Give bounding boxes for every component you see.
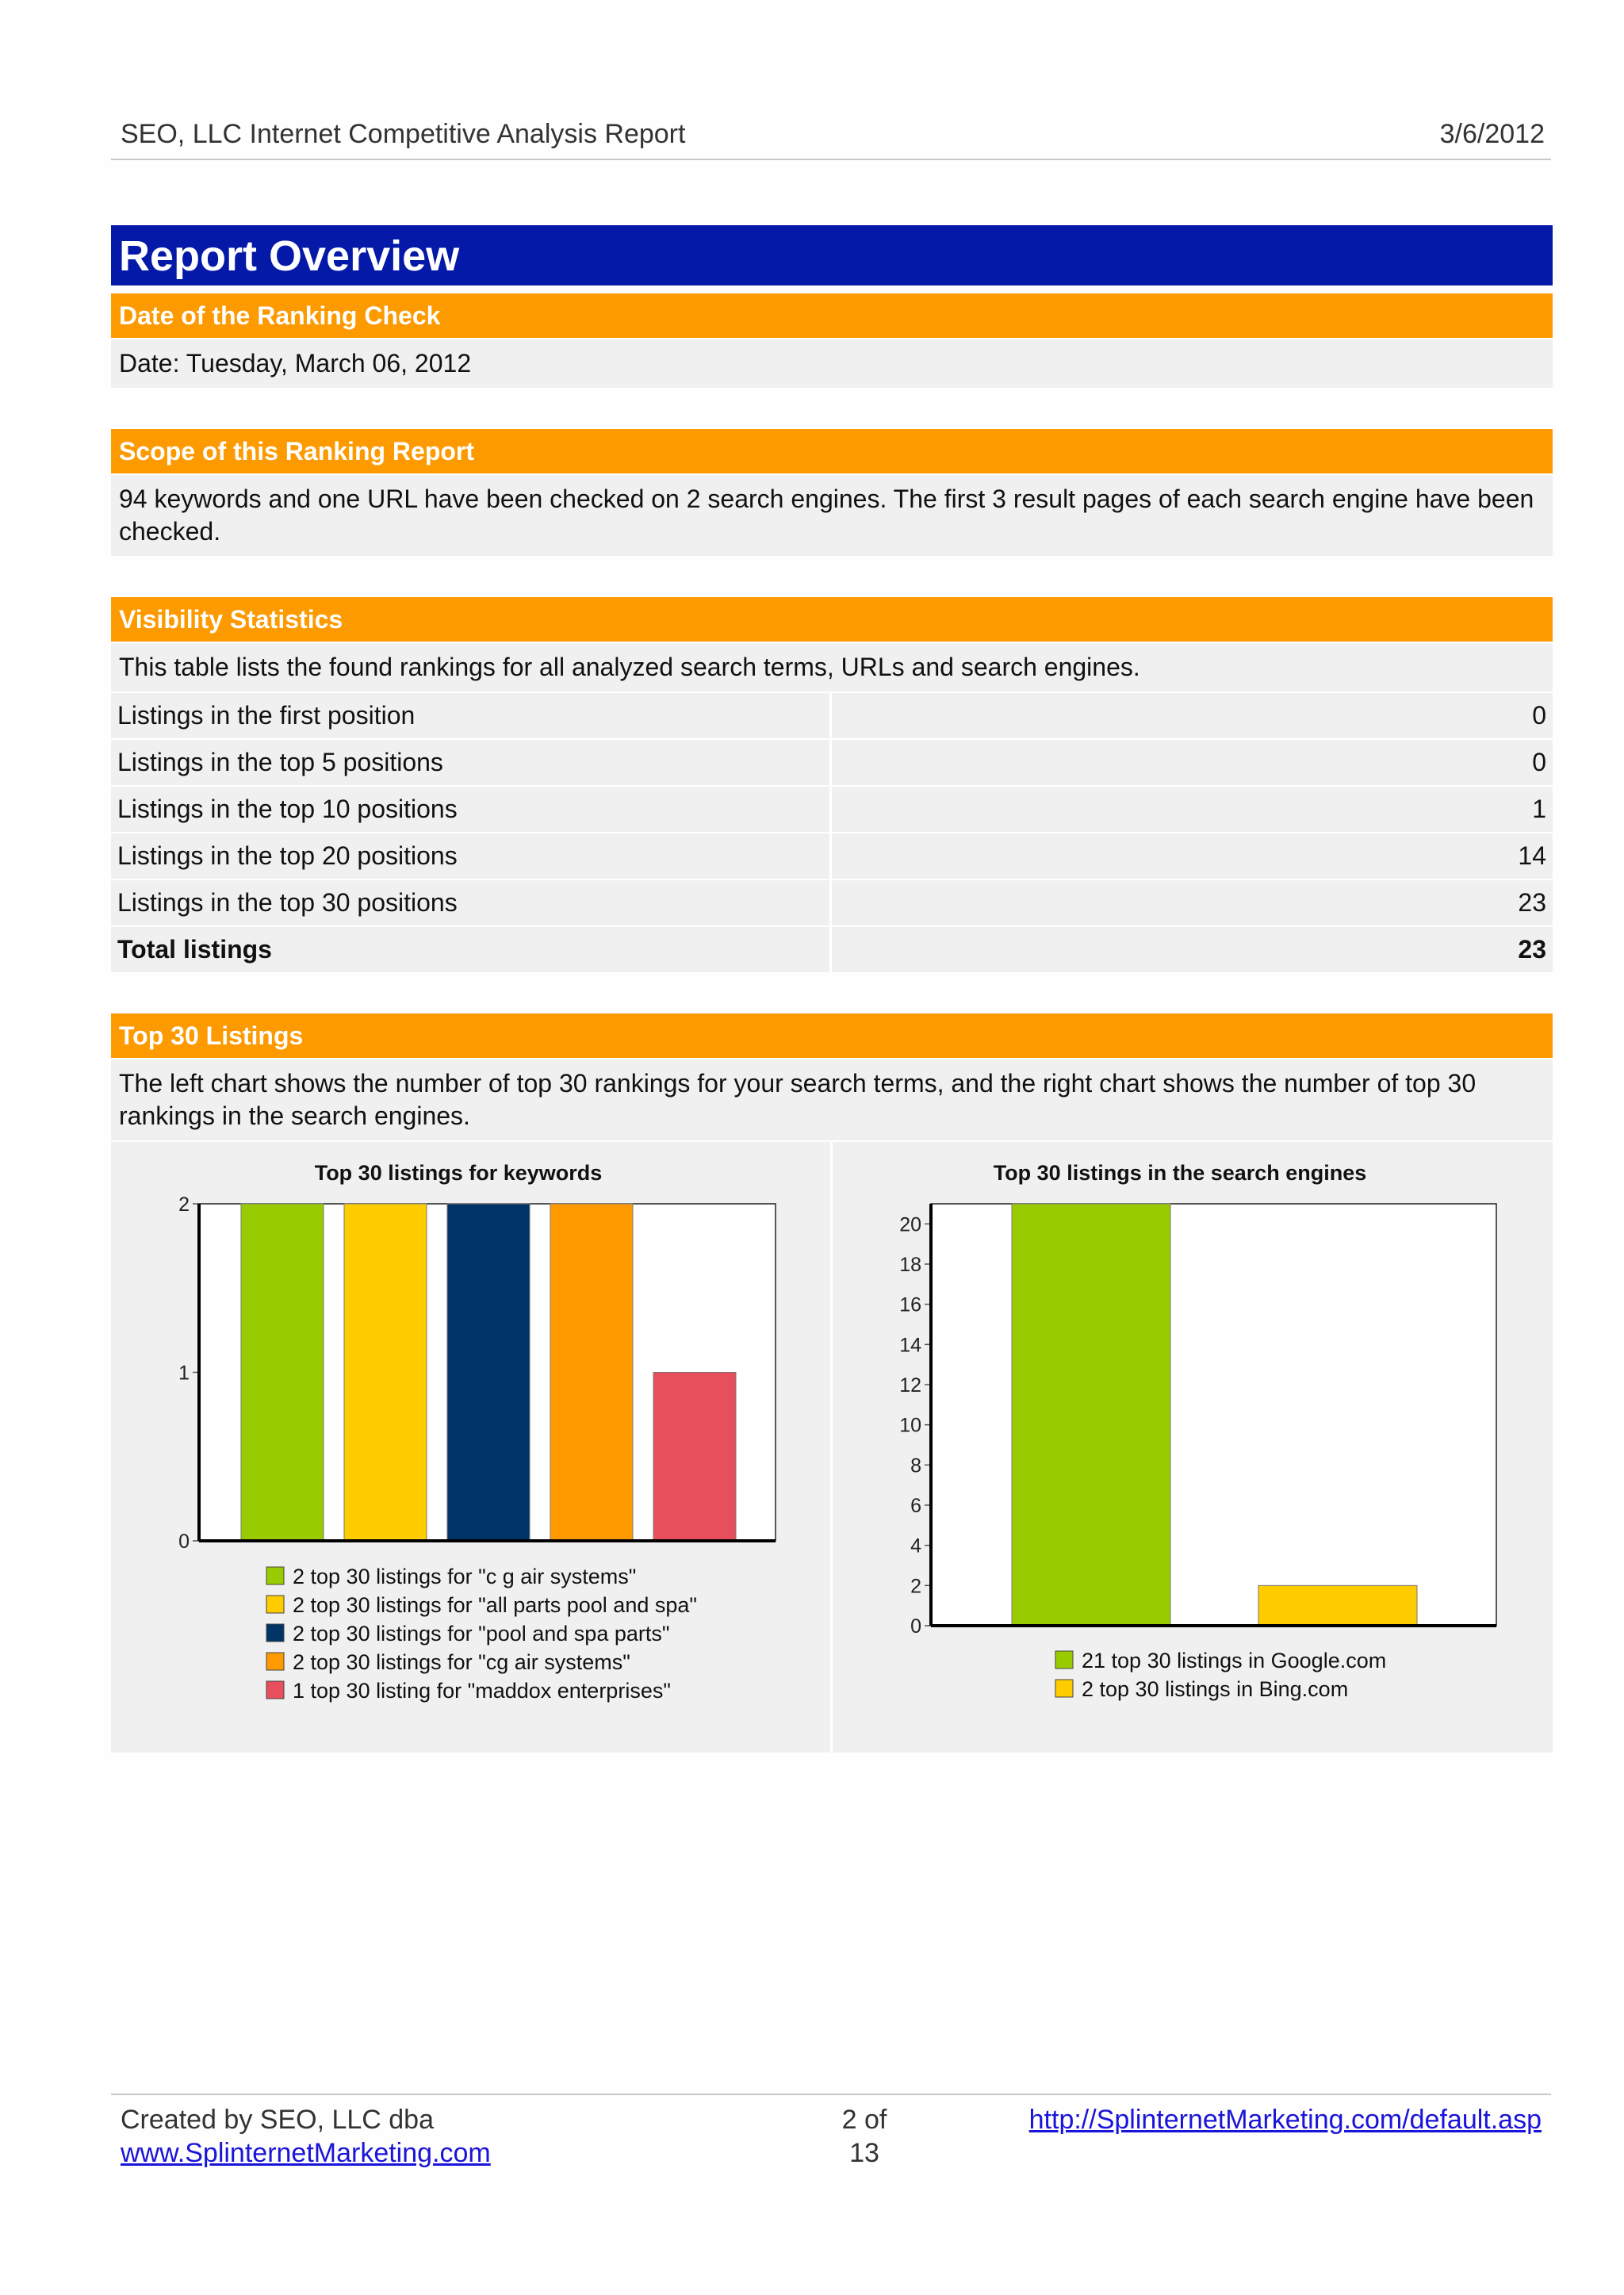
legend-swatch <box>1055 1680 1073 1697</box>
legend-label: 21 top 30 listings in Google.com <box>1082 1649 1387 1672</box>
row-value: 0 <box>832 692 1553 738</box>
scope-text: 94 keywords and one URL have been checked on 2 search engines. The first 3 result pages of each search engine have been checked. <box>111 475 1553 556</box>
page-total: 13 <box>849 2138 879 2168</box>
bar <box>653 1373 736 1542</box>
engines-bar-chart <box>833 1142 1553 1753</box>
y-tick-label: 2 <box>178 1193 190 1216</box>
visibility-heading: Visibility Statistics <box>111 597 1553 642</box>
y-tick-label: 8 <box>910 1454 921 1477</box>
table-row <box>111 785 1553 832</box>
footer-credit <box>121 2103 491 2170</box>
row-label: Listings in the top 10 positions <box>111 785 832 832</box>
legend-label: 2 top 30 listings for "pool and spa parts" <box>293 1622 670 1646</box>
bar <box>550 1204 633 1541</box>
legend-label: 2 top 30 listings for "cg air systems" <box>293 1650 630 1674</box>
row-value: 0 <box>832 738 1553 785</box>
legend-swatch <box>266 1567 284 1584</box>
legend-label: 2 top 30 listings in Bing.com <box>1082 1677 1349 1701</box>
row-value: 14 <box>832 832 1553 879</box>
visibility-table <box>111 692 1553 972</box>
top30-intro: The left chart shows the number of top 30 rankings for your search terms, and the right chart shows the number of top 30 rankings in the search engines. <box>111 1059 1553 1140</box>
legend-swatch <box>266 1624 284 1642</box>
y-tick-label: 10 <box>899 1414 921 1437</box>
bar <box>447 1204 530 1541</box>
bar <box>1012 1204 1170 1626</box>
legend-swatch <box>266 1596 284 1613</box>
overview-banner: Report Overview <box>111 225 1553 285</box>
footer-created-by: Created by SEO, LLC dba <box>121 2105 435 2135</box>
scope-heading: Scope of this Ranking Report <box>111 429 1553 473</box>
y-tick-label: 2 <box>910 1575 921 1598</box>
legend-swatch <box>266 1681 284 1699</box>
table-row <box>111 738 1553 785</box>
row-value: 23 <box>832 925 1553 972</box>
chart-title: Top 30 listings for keywords <box>314 1161 603 1185</box>
date-check-heading: Date of the Ranking Check <box>111 293 1553 338</box>
engines-chart-panel <box>833 1142 1553 1753</box>
legend-label: 1 top 30 listing for "maddox enterprises" <box>293 1679 671 1703</box>
page-footer <box>111 2094 1551 2168</box>
table-row <box>111 832 1553 879</box>
row-label: Listings in the top 20 positions <box>111 832 832 879</box>
row-label: Listings in the top 5 positions <box>111 738 832 785</box>
top30-heading: Top 30 Listings <box>111 1013 1553 1058</box>
y-tick-label: 4 <box>910 1534 921 1557</box>
legend-swatch <box>1055 1651 1073 1669</box>
total-row <box>111 925 1553 972</box>
row-value: 1 <box>832 785 1553 832</box>
y-tick-label: 0 <box>910 1615 921 1638</box>
footer-site-link[interactable]: www.SplinternetMarketing.com <box>121 2138 491 2168</box>
y-tick-label: 12 <box>899 1374 921 1397</box>
row-label: Total listings <box>111 925 832 972</box>
footer-url <box>1029 2103 1542 2136</box>
page-of: 2 of <box>841 2105 887 2135</box>
row-value: 23 <box>832 879 1553 925</box>
row-label: Listings in the first position <box>111 692 832 738</box>
report-date: 3/6/2012 <box>1439 119 1545 149</box>
chart-title: Top 30 listings in the search engines <box>993 1161 1367 1185</box>
date-check-text: Date: Tuesday, March 06, 2012 <box>111 339 1553 388</box>
bar <box>1258 1585 1417 1626</box>
bar <box>241 1204 324 1541</box>
charts-row <box>111 1142 1553 1753</box>
visibility-intro: This table lists the found rankings for all analyzed search terms, URLs and search engines. <box>111 643 1553 692</box>
legend-label: 2 top 30 listings for "all parts pool and spa" <box>293 1593 697 1617</box>
report-overview <box>111 225 1553 1753</box>
bar <box>344 1204 427 1541</box>
row-label: Listings in the top 30 positions <box>111 879 832 925</box>
y-tick-label: 1 <box>178 1362 190 1385</box>
keywords-bar-chart <box>111 1142 830 1753</box>
legend-label: 2 top 30 listings for "c g air systems" <box>293 1565 637 1588</box>
y-tick-label: 20 <box>899 1213 921 1236</box>
y-tick-label: 14 <box>899 1334 921 1357</box>
table-row <box>111 879 1553 925</box>
keywords-chart-panel <box>111 1142 833 1753</box>
footer-url-link[interactable]: http://SplinternetMarketing.com/default.asp <box>1028 2105 1542 2135</box>
page-number <box>801 2103 928 2170</box>
legend-swatch <box>266 1653 284 1670</box>
table-row <box>111 692 1553 738</box>
y-tick-label: 6 <box>910 1495 921 1517</box>
y-tick-label: 18 <box>899 1254 921 1276</box>
report-title: SEO, LLC Internet Competitive Analysis Report <box>121 119 686 149</box>
y-tick-label: 0 <box>178 1531 190 1553</box>
y-tick-label: 16 <box>899 1293 921 1316</box>
page-header <box>111 119 1551 160</box>
